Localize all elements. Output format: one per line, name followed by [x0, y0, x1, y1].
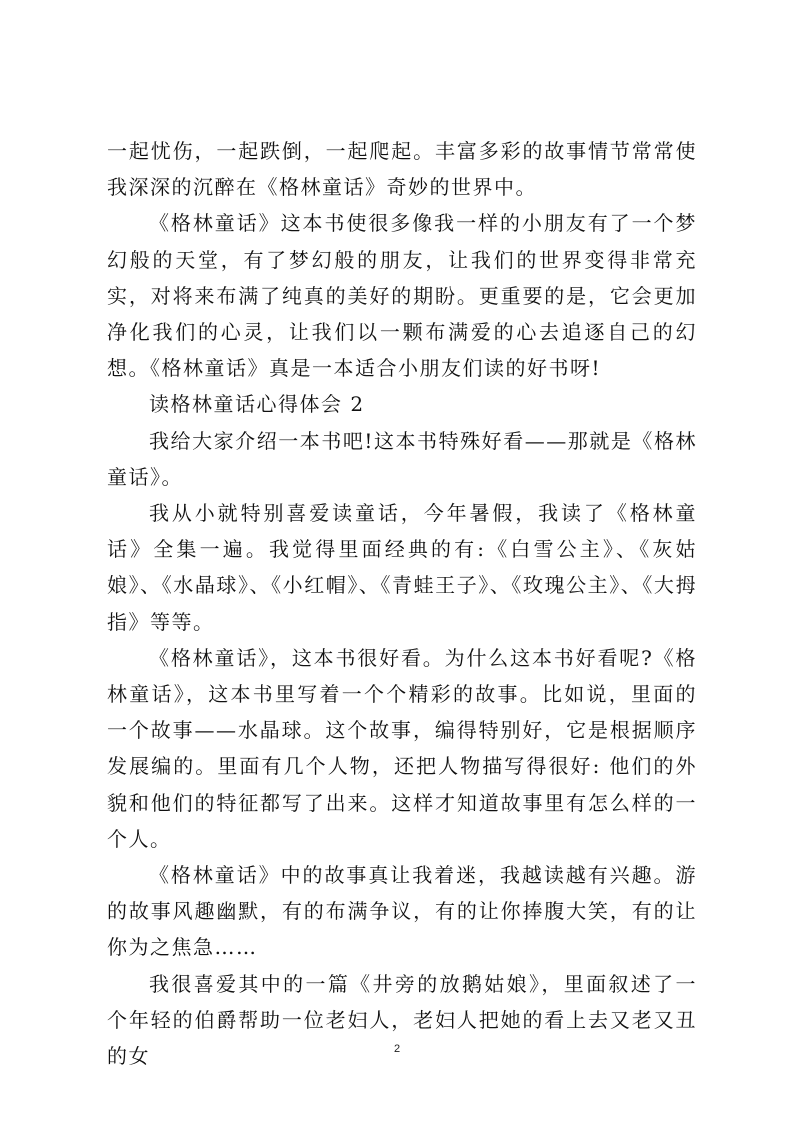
paragraph-1: 一起忧伤，一起跌倒，一起爬起。丰富多彩的故事情节常常使我深深的沉醉在《格林童话》奇妙的世界中。	[107, 139, 697, 200]
page-number: 2	[393, 1043, 401, 1055]
paragraph-4: 我从小就特别喜爱读童话，今年暑假，我读了《格林童话》全集一遍。我觉得里面经典的有:《白雪公主》、《灰姑娘》、《水晶球》、《小红帽》、《青蛙王子》、《玫瑰公主》、《大拇指》等等。	[107, 501, 697, 634]
paragraph-6: 《格林童话》中的故事真让我着迷，我越读越有兴趣。游的故事风趣幽默，有的布满争议，有的让你捧腹大笑，有的让你为之焦急……	[107, 863, 697, 960]
section-heading: 读格林童话心得体会 2	[149, 392, 365, 417]
paragraph-2: 《格林童话》这本书使很多像我一样的小朋友有了一个梦幻般的天堂，有了梦幻般的朋友，让我们的世界变得非常充实，对将来布满了纯真的美好的期盼。更重要的是，它会更加净化我们的心灵，让我们以一颗布满爱的心去追逐自己的幻想。《格林童话》真是一本适合小朋友们读的好书呀!	[107, 211, 697, 381]
paragraph-7: 我很喜爱其中的一篇《井旁的放鹅姑娘》，里面叙述了一个年轻的伯爵帮助一位老妇人，老妇人把她的看上去又老又丑的女	[107, 971, 697, 1069]
document-body	[107, 133, 697, 1074]
paragraph-3: 我给大家介绍一本书吧!这本书特殊好看——那就是《格林童话》。	[107, 428, 697, 489]
paragraph-5: 《格林童话》，这本书很好看。为什么这本书好看呢?《格林童话》，这本书里写着一个个精彩的故事。比如说，里面的一个故事——水晶球。这个故事，编得特别好，它是根据顺序发展编的。里面有几个人物，还把人物描写得很好: 他们的外貌和他们的特征都写了出来。这样才知道故事里有怎么样的一个人。	[107, 645, 697, 851]
